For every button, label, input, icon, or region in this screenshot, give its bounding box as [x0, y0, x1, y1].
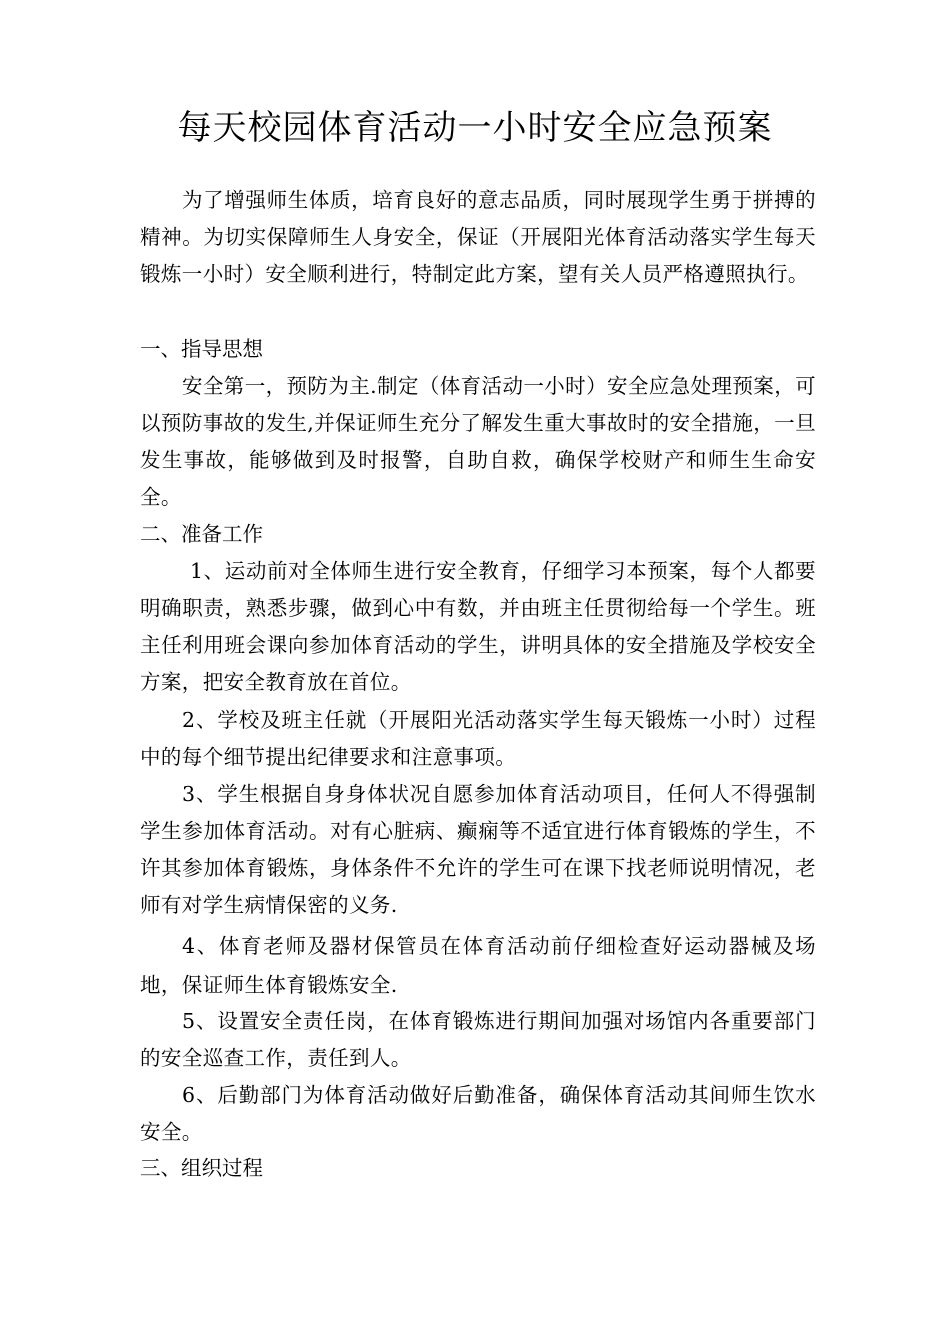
- section-heading-guiding-idea: 一、指导思想: [140, 337, 263, 361]
- preparation-item-6: 6、后勤部门为体育活动做好后勤准备，确保体育活动其间师生饮水安全。: [140, 1083, 816, 1144]
- preparation-item-3: 3、学生根据自身身体状况自愿参加体育活动项目，任何人不得强制学生参加体育活动。对有心脏病、癫痫等不适宜进行体育锻炼的学生，不许其参加体育锻炼，身体条件不允许的学生可在课下找老师说明情况，老师有对学生病情保密的义务.: [140, 782, 816, 917]
- preparation-item-1: 1、运动前对全体师生进行安全教育，仔细学习本预案，每个人都要明确职责，熟悉步骤，做到心中有数，并由班主任贯彻给每一个学生。班主任利用班会课向参加体育活动的学生，讲明具体的安全措施及学校安全方案，把安全教育放在首位。: [140, 559, 816, 694]
- preparation-item-4: 4、体育老师及器材保管员在体育活动前仔细检查好运动器械及场地，保证师生体育锻炼安全.: [140, 934, 816, 997]
- preparation-item-2: 2、学校及班主任就（开展阳光活动落实学生每天锻炼一小时）过程中的每个细节提出纪律要求和注意事项。: [140, 708, 816, 769]
- section-guiding-idea-text: 安全第一，预防为主.制定（体育活动一小时）安全应急处理预案，可以预防事故的发生,并保证师生充分了解发生重大事故时的安全措施，一旦发生事故，能够做到及时报警，自助自救，确保学校财产和师生生命安全。: [140, 374, 816, 509]
- preparation-item-5: 5、设置安全责任岗，在体育锻炼进行期间加强对场馆内各重要部门的安全巡查工作，责任到人。: [140, 1009, 816, 1070]
- document-title: 每天校园体育活动一小时安全应急预案: [177, 108, 773, 148]
- section-heading-organization: 三、组织过程: [140, 1156, 263, 1180]
- intro-paragraph: 为了增强师生体质，培育良好的意志品质，同时展现学生勇于拼搏的精神。为切实保障师生人身安全，保证（开展阳光体育活动落实学生每天锻炼一小时）安全顺利进行，特制定此方案，望有关人员严格遵照执行。: [140, 188, 816, 286]
- section-heading-preparation: 二、准备工作: [140, 522, 263, 546]
